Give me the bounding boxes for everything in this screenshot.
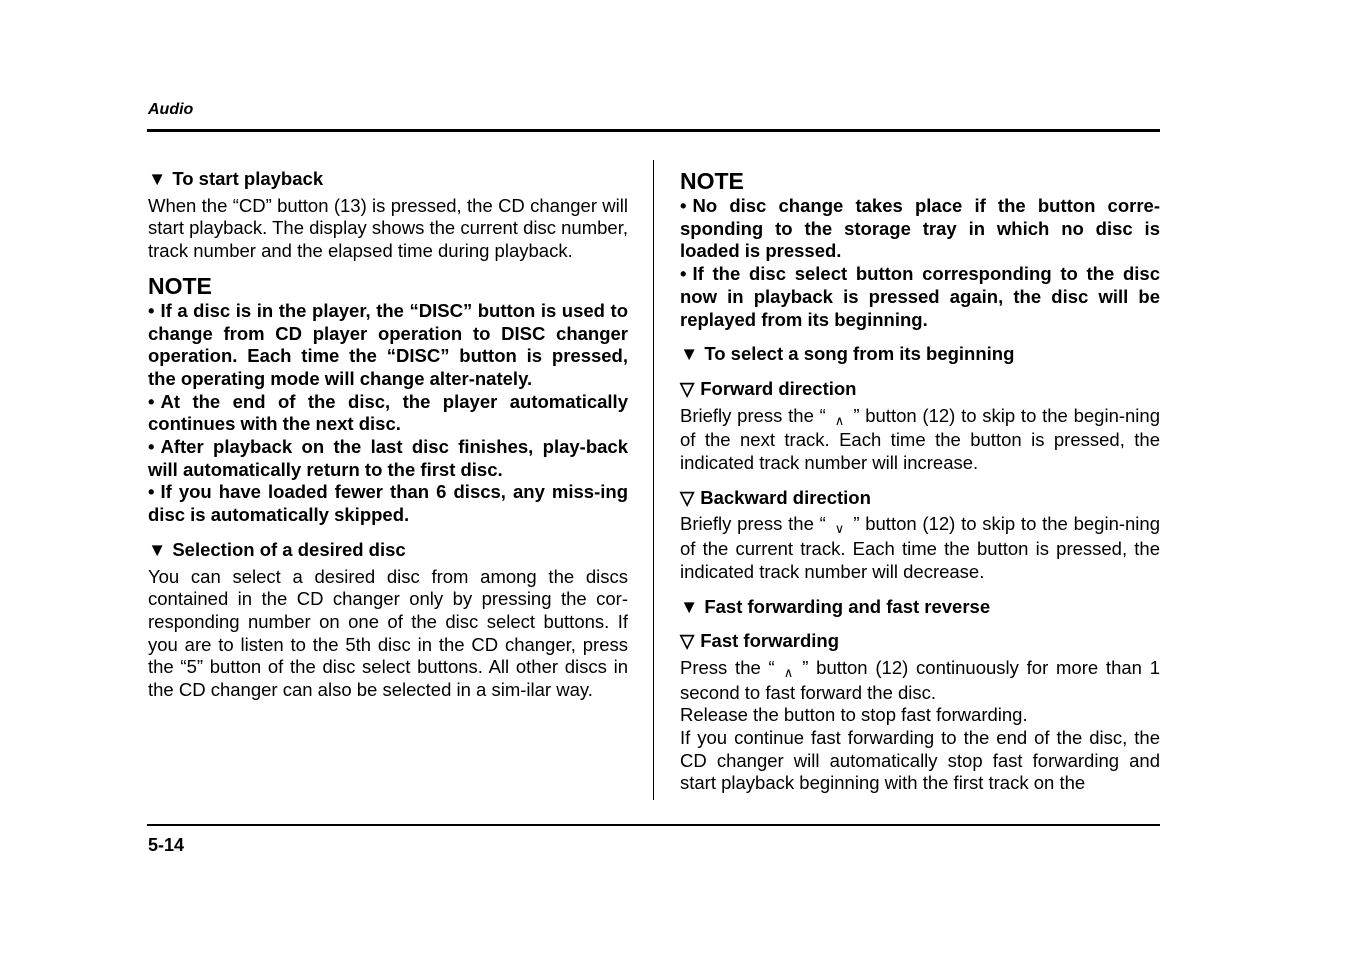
note-item-text: If a disc is in the player, the “DISC” button is used to change from CD player operation to DISC changer operation. Each time the “DISC” button is pressed, the operating mode will change alter-nately.: [148, 299, 628, 389]
note-item-text: No disc change takes place if the button corre-sponding to the storage tray in which no disc is loaded is pressed.: [680, 195, 1160, 262]
select-song-heading-text: To select a song from its beginning: [704, 343, 1015, 365]
note-item-text: If the disc select button corresponding to the disc now in playback is pressed again, the disc will be replayed from its beginning.: [680, 263, 1160, 330]
caret-up-icon: ∧: [834, 412, 845, 428]
fast-forwarding-heading-text: Fast forwarding: [700, 630, 839, 652]
note-item: [680, 195, 1160, 263]
right-column: [680, 168, 1160, 795]
note-item: [148, 391, 628, 436]
backward-direction-heading-text: Backward direction: [700, 486, 871, 508]
backward-direction-body: [680, 513, 1160, 583]
note-item: [148, 436, 628, 481]
left-column: [148, 168, 628, 702]
note-item-text: At the end of the disc, the player automatically continues with the next disc.: [148, 390, 628, 435]
bullet-icon: •: [148, 390, 155, 412]
column-divider: [653, 160, 654, 800]
note-item: [148, 300, 628, 391]
outline-down-triangle-icon: ▽: [680, 630, 695, 652]
footer-rule: [147, 824, 1160, 826]
caret-up-icon: ∧: [783, 664, 794, 680]
fast-heading: [680, 596, 1160, 619]
select-song-heading: [680, 343, 1160, 366]
bullet-icon: •: [148, 299, 155, 321]
note-title-left: NOTE: [148, 272, 212, 299]
filled-down-triangle-icon: ▼: [680, 595, 699, 617]
forward-body-pre: Briefly press the “: [680, 404, 826, 426]
backward-body-post: ” button (12) to skip to the begin-ning of the current track. Each time the button is pressed, the indicated track number will decrease.: [680, 513, 1160, 582]
fast-forwarding-body: [680, 657, 1160, 704]
filled-down-triangle-icon: ▼: [680, 343, 699, 365]
start-playback-body: When the “CD” button (13) is pressed, the CD changer will start playback. The display shows the current disc number, track number and the elapsed time during playback.: [148, 194, 628, 262]
selection-body: You can select a desired disc from among the discs contained in the CD changer only by pressing the cor-responding number on one of the disc select buttons. If you are to listen to the 5th disc in the CD changer, press the “5” button of the disc select buttons. All other discs in the CD changer can also be selected in a sim-ilar way.: [148, 565, 628, 701]
fast-heading-text: Fast forwarding and fast reverse: [704, 595, 991, 617]
note-title-right: NOTE: [680, 168, 744, 194]
bullet-icon: •: [148, 481, 155, 503]
start-playback-heading: [148, 168, 628, 191]
forward-direction-heading-text: Forward direction: [700, 377, 857, 399]
caret-down-icon: ∨: [834, 521, 845, 537]
forward-direction-heading: [680, 378, 1160, 401]
filled-down-triangle-icon: ▼: [148, 168, 167, 189]
selection-heading: [148, 539, 628, 562]
selection-heading-text: Selection of a desired disc: [172, 538, 406, 560]
note-item: [148, 481, 628, 526]
fast-body-post: ” button (12) continuously for more than 1 second to fast forward the disc.: [680, 656, 1160, 703]
start-playback-heading-text: To start playback: [172, 168, 324, 189]
bullet-icon: •: [148, 436, 155, 458]
section-header: Audio: [148, 101, 194, 118]
bullet-icon: •: [680, 195, 687, 216]
page-number: 5-14: [148, 835, 185, 855]
outline-down-triangle-icon: ▽: [680, 486, 695, 508]
bullet-icon: •: [680, 263, 687, 285]
fast-forwarding-release: Release the button to stop fast forwarding.: [680, 704, 1028, 726]
fast-forwarding-continue: If you continue fast forwarding to the end of the disc, the CD changer will automatically stop fast forwarding and start playback beginning with the first track on the: [680, 727, 1160, 794]
note-item: [680, 263, 1160, 331]
backward-body-pre: Briefly press the “: [680, 513, 826, 535]
forward-body-post: ” button (12) to skip to the begin-ning of the next track. Each time the button is pressed, the indicated track number will increase.: [680, 404, 1160, 474]
fast-body-pre: Press the “: [680, 656, 775, 678]
fast-forwarding-heading: [680, 630, 1160, 653]
forward-direction-body: [680, 405, 1160, 475]
backward-direction-heading: [680, 487, 1160, 510]
note-item-text: After playback on the last disc finishes, play-back will automatically return to the first disc.: [148, 436, 628, 480]
outline-down-triangle-icon: ▽: [680, 377, 695, 399]
filled-down-triangle-icon: ▼: [148, 538, 167, 560]
note-item-text: If you have loaded fewer than 6 discs, any miss-ing disc is automatically skipped.: [148, 481, 628, 526]
header-rule: [147, 129, 1160, 132]
